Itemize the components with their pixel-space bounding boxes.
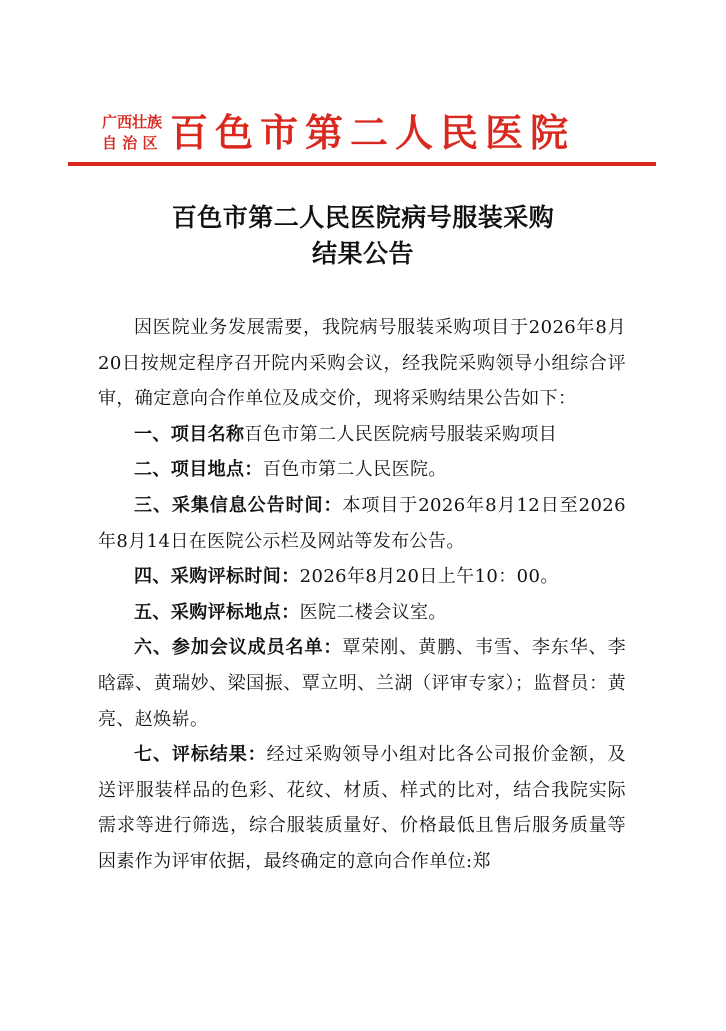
intro-paragraph: 因医院业务发展需要，我院病号服装采购项目于2026年8月20日按规定程序召开院内采购会议，经我院采购领导小组综合评审，确定意向合作单位及成交价，现将采购结果公告如下： <box>98 317 626 410</box>
item-text: 医院二楼会议室。 <box>299 601 447 623</box>
item-text: 覃荣刚、黄鹏、韦雪、李东华、李晗霹、黄瑞妙、梁国振、覃立明、兰湖（评审专家）；监督员：黄亮、赵焕崭。 <box>98 637 627 730</box>
item-text: 百色市第二人民医院。 <box>262 459 447 481</box>
letterhead-region <box>102 112 162 154</box>
item-evaluation-location <box>98 595 626 631</box>
item-label: 六、参加会议成员名单： <box>134 637 343 659</box>
item-announcement-time <box>98 488 626 559</box>
letterhead-region-line2: 自 治 区 <box>102 134 158 152</box>
item-label: 一、项目名称 <box>134 423 245 445</box>
item-text: 2026年8月20日上午10：00。 <box>299 566 559 588</box>
item-label: 四、采购评标时间： <box>134 566 300 588</box>
letterhead-hospital-name: 百色市第二人民医院 <box>170 110 576 155</box>
letterhead-divider <box>68 162 656 166</box>
letterhead <box>102 108 575 158</box>
item-project-name <box>98 417 626 453</box>
item-evaluation-result <box>98 737 626 879</box>
document-title-line1: 百色市第二人民医院病号服装采购 <box>171 203 555 232</box>
document-title-line2: 结果公告 <box>311 239 414 268</box>
item-project-location <box>98 452 626 488</box>
item-attendees <box>98 630 626 737</box>
document-body <box>98 310 626 880</box>
letterhead-region-line1: 广西壮族 <box>102 113 163 131</box>
item-text: 百色市第二人民医院病号服装采购项目 <box>244 423 558 445</box>
item-label: 三、采集信息公告时间： <box>134 494 343 516</box>
item-label: 二、项目地点： <box>134 459 263 481</box>
item-evaluation-time <box>98 559 626 595</box>
item-text: 经过采购领导小组对比各公司报价金额，及送评服装样品的色彩、花纹、材质、样式的比对，结合我院实际需求等进行筛选，综合服装质量好、价格最低且售后服务质量等因素作为评审依据，最终确定的意向合作单位:郑 <box>98 744 626 872</box>
item-label: 五、采购评标地点： <box>134 601 300 623</box>
item-label: 七、评标结果： <box>134 744 267 766</box>
item-text: 本项目于2026年8月12日至2026年8月14日在医院公示栏及网站等发布公告。 <box>98 494 627 552</box>
document-title <box>0 200 726 272</box>
